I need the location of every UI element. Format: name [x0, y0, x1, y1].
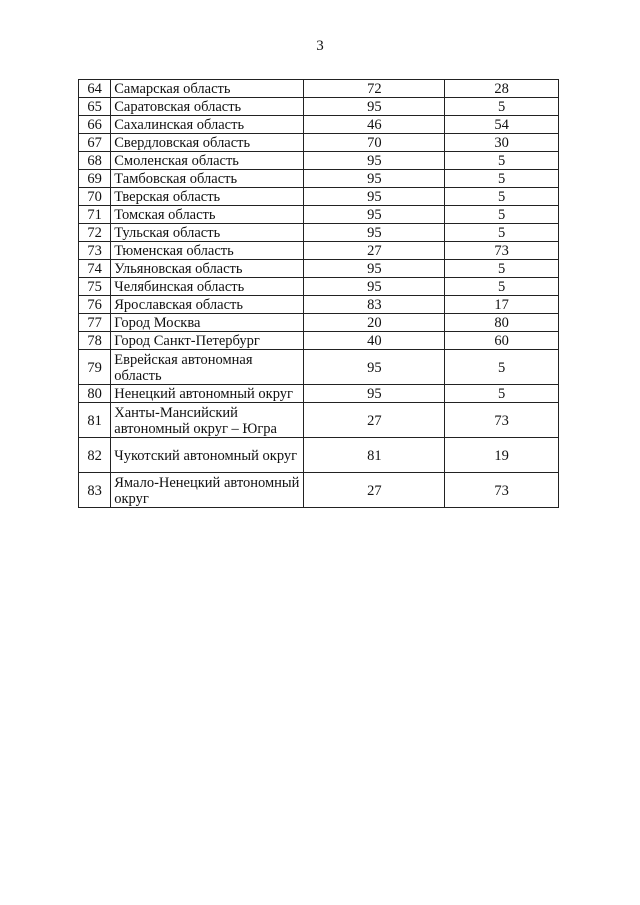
region-name: Ямало-Ненецкий автономный округ	[111, 473, 304, 508]
table-row	[79, 98, 559, 116]
region-name: Томская область	[111, 206, 304, 224]
table-row	[79, 438, 559, 473]
region-name: Ульяновская область	[111, 260, 304, 278]
value-b: 60	[445, 332, 559, 350]
value-a: 95	[304, 98, 445, 116]
row-number: 76	[79, 296, 111, 314]
region-name: Саратовская область	[111, 98, 304, 116]
region-name: Город Москва	[111, 314, 304, 332]
region-name: Тюменская область	[111, 242, 304, 260]
value-a: 72	[304, 80, 445, 98]
value-b: 80	[445, 314, 559, 332]
value-b: 5	[445, 206, 559, 224]
region-name: Тверская область	[111, 188, 304, 206]
row-number: 67	[79, 134, 111, 152]
table-row	[79, 473, 559, 508]
table-row	[79, 314, 559, 332]
row-number: 69	[79, 170, 111, 188]
region-name: Челябинская область	[111, 278, 304, 296]
table-row	[79, 80, 559, 98]
region-table	[78, 79, 559, 508]
row-number: 68	[79, 152, 111, 170]
value-a: 83	[304, 296, 445, 314]
row-number: 71	[79, 206, 111, 224]
value-b: 5	[445, 224, 559, 242]
value-a: 27	[304, 473, 445, 508]
value-a: 20	[304, 314, 445, 332]
region-name: Смоленская область	[111, 152, 304, 170]
row-number: 66	[79, 116, 111, 134]
value-b: 73	[445, 403, 559, 438]
region-name: Тамбовская область	[111, 170, 304, 188]
region-name: Самарская область	[111, 80, 304, 98]
table-row	[79, 385, 559, 403]
value-a: 95	[304, 152, 445, 170]
value-b: 5	[445, 260, 559, 278]
value-a: 95	[304, 206, 445, 224]
row-number: 80	[79, 385, 111, 403]
table-row	[79, 278, 559, 296]
value-b: 28	[445, 80, 559, 98]
region-name: Еврейская автономная область	[111, 350, 304, 385]
row-number: 74	[79, 260, 111, 278]
table-row	[79, 332, 559, 350]
row-number: 82	[79, 438, 111, 473]
value-a: 95	[304, 224, 445, 242]
value-a: 46	[304, 116, 445, 134]
region-name: Чукотский автономный округ	[111, 438, 304, 473]
value-b: 5	[445, 350, 559, 385]
row-number: 79	[79, 350, 111, 385]
row-number: 65	[79, 98, 111, 116]
table-row	[79, 134, 559, 152]
value-b: 5	[445, 385, 559, 403]
value-b: 5	[445, 278, 559, 296]
table-row	[79, 152, 559, 170]
row-number: 75	[79, 278, 111, 296]
row-number: 81	[79, 403, 111, 438]
region-name: Город Санкт-Петербург	[111, 332, 304, 350]
row-number: 73	[79, 242, 111, 260]
value-b: 54	[445, 116, 559, 134]
value-a: 81	[304, 438, 445, 473]
value-a: 70	[304, 134, 445, 152]
value-b: 19	[445, 438, 559, 473]
region-name: Ханты-Мансийский автономный округ – Югра	[111, 403, 304, 438]
table-row	[79, 296, 559, 314]
table-row	[79, 403, 559, 438]
row-number: 64	[79, 80, 111, 98]
row-number: 77	[79, 314, 111, 332]
value-a: 27	[304, 403, 445, 438]
value-a: 95	[304, 260, 445, 278]
row-number: 78	[79, 332, 111, 350]
table-row	[79, 188, 559, 206]
value-b: 73	[445, 242, 559, 260]
row-number: 83	[79, 473, 111, 508]
region-name: Свердловская область	[111, 134, 304, 152]
value-b: 17	[445, 296, 559, 314]
table-row	[79, 350, 559, 385]
value-b: 5	[445, 98, 559, 116]
value-a: 27	[304, 242, 445, 260]
row-number: 70	[79, 188, 111, 206]
value-b: 73	[445, 473, 559, 508]
table-row	[79, 224, 559, 242]
value-a: 95	[304, 385, 445, 403]
table-row	[79, 206, 559, 224]
value-a: 95	[304, 278, 445, 296]
value-b: 5	[445, 188, 559, 206]
value-b: 5	[445, 170, 559, 188]
table-row	[79, 260, 559, 278]
value-a: 40	[304, 332, 445, 350]
row-number: 72	[79, 224, 111, 242]
value-a: 95	[304, 350, 445, 385]
page-number: 3	[316, 38, 324, 54]
region-name: Ненецкий автономный округ	[111, 385, 304, 403]
value-b: 5	[445, 152, 559, 170]
value-b: 30	[445, 134, 559, 152]
table-row	[79, 242, 559, 260]
region-name: Сахалинская область	[111, 116, 304, 134]
region-name: Ярославская область	[111, 296, 304, 314]
value-a: 95	[304, 188, 445, 206]
region-name: Тульская область	[111, 224, 304, 242]
table-row	[79, 116, 559, 134]
value-a: 95	[304, 170, 445, 188]
table-row	[79, 170, 559, 188]
